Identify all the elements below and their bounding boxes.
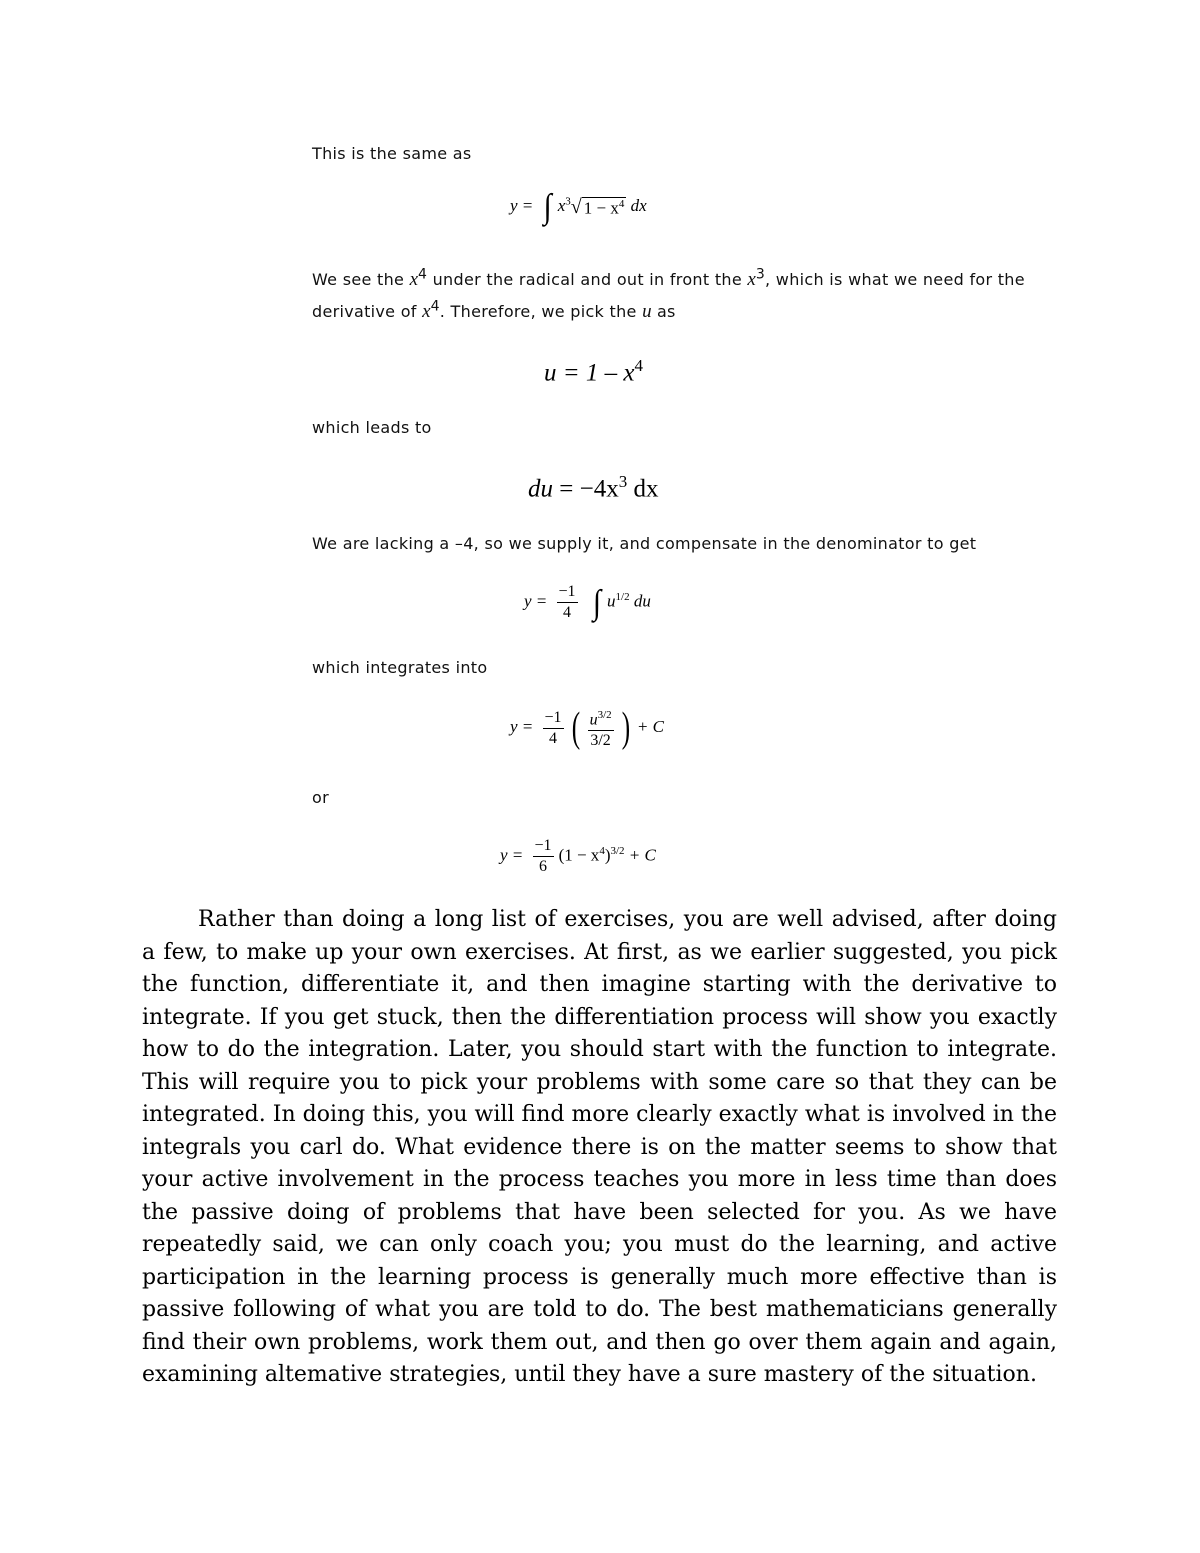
eq5-inner-num: u <box>589 711 598 729</box>
eq5-inner-exp: 3/2 <box>597 708 612 721</box>
text-leads-to <box>312 412 1072 444</box>
left-paren-icon: ( <box>571 705 580 751</box>
math-x: x <box>409 269 419 290</box>
eq1-lhs: y = <box>510 195 534 215</box>
eq5-fraction <box>543 708 564 749</box>
eq2-text: u = 1 – x <box>544 359 635 387</box>
eq6-body: (1 − x <box>558 845 600 865</box>
eq5-num: −1 <box>543 708 564 729</box>
eq1-x-exp: 3 <box>565 195 571 208</box>
see-part4: . Therefore, we pick the <box>439 302 643 321</box>
eq6-num: −1 <box>533 836 554 857</box>
eq1-radicand-wrap <box>582 197 627 219</box>
eq6-body-exp: 4 <box>599 844 605 857</box>
eq3-mid: = −4x <box>553 475 619 503</box>
eq1-dx: dx <box>630 195 647 215</box>
math-x: x <box>422 301 431 322</box>
eq5-tail: + C <box>636 716 664 736</box>
equation-integral-u <box>524 582 651 623</box>
eq2-exp: 4 <box>634 356 643 375</box>
eq5-inner-fraction <box>588 705 614 751</box>
eq6-fraction <box>533 836 554 877</box>
equation-du <box>528 472 658 503</box>
text-we-see <box>312 264 1072 328</box>
body-paragraph: Rather than doing a long list of exercises, you are well advised, after doing a few, to make up your own exercises. At first, as we earlier suggested, you pick the function, differentiate it, and then imagine starting with the derivative to integrate. If you get stuck, then the differentiation process will show you exactly how to do the integration. Later, you should start with the function to integrate. This will require you to pick your problems with some care so that they can be integrated. In doing this, you will find more clearly exactly what is involved in the integrals you carl do. What evidence there is on the matter seems to show that your active involvement in the process teaches you more in less time than does the passive doing of problems that have been selected for you. As we have repeatedly said, we can only coach you; you must do the learning, and active participation in the learning process is generally much more effective than is passive following of what you are told to do. The best mathematicians generally find their own problems, work them out, and then go over them again and again, examining altemative strategies, until they have a sure mastery of the situation. <box>142 907 1057 1387</box>
eq4-fraction <box>557 582 578 623</box>
integrates-into-text: which integrates into <box>312 658 488 677</box>
math-x: x <box>747 269 756 290</box>
eq1-x: x <box>557 195 566 215</box>
text-lacking <box>312 528 1072 560</box>
eq3-exp: 3 <box>618 472 628 491</box>
math-exp-3: 3 <box>755 266 766 283</box>
eq4-du: du <box>633 591 651 611</box>
text-same-as <box>312 138 1072 170</box>
text-or <box>312 782 1072 814</box>
see-part1: We see the <box>312 270 410 289</box>
equation-final-result <box>500 836 656 877</box>
leads-to-text: which leads to <box>312 418 432 437</box>
eq4-lhs: y = <box>524 591 548 611</box>
radical-sign <box>571 196 627 219</box>
eq6-close: ) <box>604 845 611 865</box>
right-paren-icon: ) <box>621 705 630 751</box>
math-exp-4: 4 <box>430 298 440 315</box>
integral-sign-icon: ∫ <box>592 582 602 621</box>
eq3-du: du <box>528 475 553 503</box>
eq6-tail: + C <box>624 845 656 865</box>
eq4-exp: 1/2 <box>615 590 630 603</box>
eq6-outer-exp: 3/2 <box>610 844 625 857</box>
see-part3: , which is what we need for the derivative of <box>312 270 1025 321</box>
same-as-text: This is the same as <box>312 144 472 163</box>
eq5-inner-num-wrap <box>588 705 614 731</box>
see-part2: under the radical and out in front the <box>427 270 748 289</box>
eq5-inner-den: 3/2 <box>590 732 611 750</box>
eq4-den: 4 <box>563 604 572 621</box>
equation-u-substitution <box>544 356 643 387</box>
eq5-den: 4 <box>549 729 558 747</box>
equation-integral-x3-sqrt <box>510 187 647 226</box>
eq4-num: −1 <box>557 582 578 603</box>
sqrt-icon: √ <box>570 195 582 218</box>
eq6-den: 6 <box>539 858 548 875</box>
eq1-radicand: 1 − x <box>583 198 619 218</box>
equation-integrated-result <box>510 704 664 752</box>
eq5-lhs: y = <box>510 716 534 736</box>
integral-sign-icon: ∫ <box>543 187 552 226</box>
eq1-radicand-exp: 4 <box>618 197 625 210</box>
eq6-lhs: y = <box>500 845 524 865</box>
lacking-text: We are lacking a –4, so we supply it, and compensate in the denominator to get <box>312 534 977 553</box>
eq3-dx: dx <box>627 475 659 503</box>
see-part5: as <box>651 302 676 321</box>
text-integrates-into <box>312 652 1072 684</box>
or-text: or <box>312 788 329 807</box>
math-u: u <box>642 301 652 322</box>
math-exp-4: 4 <box>418 266 428 283</box>
eq4-u: u <box>607 591 616 611</box>
